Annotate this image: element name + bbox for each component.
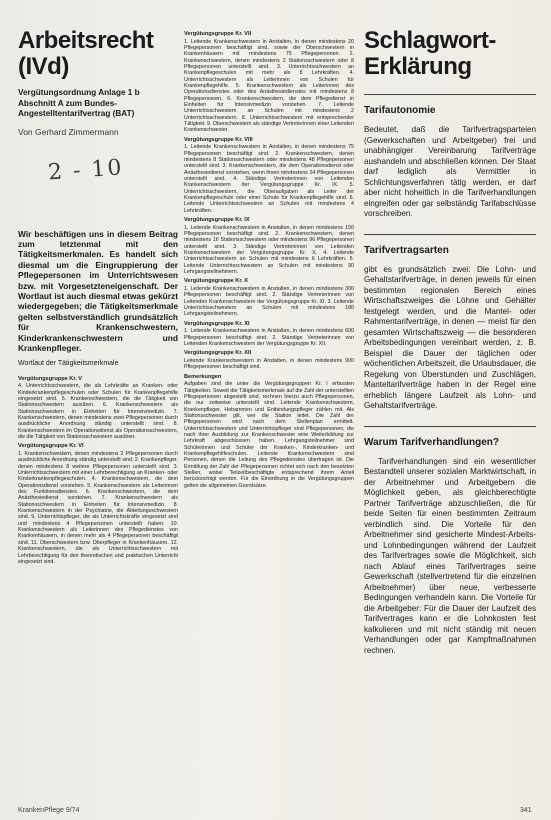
group-text: 1. Leitende Krankenschwestern in Anstalten, in denen mindestens 300 Pflegepersonen beschäftigt sind. 2. Ständige Vertreterinnen von Leitenden Krankenschwestern der Vergütungsgruppe Kr. XI. 3. Leitende Unterrichtsschwestern an Schulen mit mindestens 180 Lehrgangsteilnehmern. (184, 286, 354, 318)
middle-column (184, 28, 354, 491)
title-line-1: Arbeitsrecht (18, 28, 154, 54)
group-heading: Vergütungsgruppe Kr. V (18, 375, 83, 382)
heading-tarifvertragsarten: Tarifvertragsarten (364, 244, 449, 256)
heading-warum: Warum Tarifverhandlungen? (364, 436, 500, 448)
article-title (18, 28, 178, 80)
author-line: Von Gerhard Zimmermann (18, 126, 119, 137)
footer-journal: KrankenPflege 9/74 (18, 807, 80, 814)
group-text: 1. Leitende Krankenschwestern in Anstalten, in denen mindestens 150 Pflegepersonen beschäftigt sind. 2. Krankenschwestern, denen mindestens 16 Stationsschwestern oder mindestens 96 Pflegepersonen unterstellt sind. 3. Ständige Vertreterinnen von Leitenden Krankenschwestern der Vergütungsgruppe Kr. X. 4. Leitende Unterrichtsschwestern an Schulen mit mindestens 6 Lehrkräften. 5. Leitende Unterrichtsschwestern an Schulen mit mindestens 90 Lehrgangsteilnehmern. (184, 224, 354, 276)
glossary-title (364, 28, 536, 80)
article-subtitle: Vergütungsordnung Anlage 1 b Abschnitt A zum Bundes-Angestelltentarifvertrag (BAT) (18, 88, 140, 118)
handwritten-note: 2 - 10 (47, 154, 125, 186)
intro-paragraph: Wir beschäftigen uns in diesem Beitrag zum letztenmal mit den Tätigkeitsmerkmalen. Es handelt sich diesmal um die Eingruppierung der Pflegepersonen im Unterrichtswesen bzw. mit Vorgesetzteneigenschaft. Der Wortlaut ist auch diesmal etwas gekürzt wiedergegeben; die Tätigkeitsmerkmale gelten selbstverständlich grundsätzlich für Krankenschwestern, Kinderkrankenschwestern und Krankenpfleger. (18, 228, 178, 353)
group-heading: Vergütungsgruppe Kr. XI (184, 320, 250, 327)
group-text: 1. Krankenschwestern, denen mindestens 2 Pflegepersonen durch ausdrückliche Anordnung ständig unterstellt sind. 2. Krankenpfleger, denen mindestens 8 weitere Pflegepersonen unterstellt sind. 3. Unterrichtsschwestern mit einer Lehrberechtigung an Kranken- oder Kinderkrankenpflegeschulen. 4. Krankenschwestern, die dem Operationsdienst vorstehen. 5. Krankenschwestern als Leiterinnen des Funktionsdienstes. 6. Krankenschwestern, die dem Anästhesiedienst vorstehen. 7. Krankenschwestern als Stationsschwestern in Einheiten für Intensivmedizin. 8. Krankenschwestern in der Psychiatrie, die Abteilungsschwestern sind. 9. Unterrichtspfleger, die als Unterrichtskräfte eingesetzt sind und mindestens 4 Pflegepersonen unterstellt haben. 10. Krankenschwestern als Leiterinnen des Pflegedienstes von Krankenhäusern, in denen mehr als 4 Pflegepersonen beschäftigt sind. 11. Oberschwestern bzw. Oberpfleger in Krankenhäusern. 12. Krankenschwestern, die als Unterrichtsschwestern mit Lehrberechtigung für den theoretischen und praktischen Unterricht eingesetzt sind. (18, 451, 178, 565)
right-column (364, 28, 536, 656)
group-text: Aufgaben sind die unter die Vergütungsgruppen Kr. I erfassten Tätigkeiten. Soweit die Tätigkeitsmerkmale auf die Zahl der unterstellten Pflegepersonen abgestellt sind, rechnen hierzu auch Pflegepersonen, die nur zeitweise unterstellt sind. Leitende Krankenschwestern, Krankenpfleger, Hebammen und Entbindungspfleger zählen mit. Als Stationsschwester gilt, wer die Station leitet. Die Zahl der Pflegepersonen wird nach dem Stellenplan ermittelt. Unterrichtsschwestern und Unterrichtspfleger sind Pflegepersonen, die nach ihrer Ausbildung zur Krankenschwester eine Weiterbildung zur Lehrkraft abgeschlossen haben. Lehrgangsteilnehmer sind Schülerinnen und Schüler der Kranken-, Kinderkranken- und Krankenpflegehilfeschulen. Leitende Krankenschwestern sind Personen, denen die Leitung des Pflegedienstes übertragen ist. Die Ermittlung der Zahl der Pflegepersonen richtet sich nach den besetzten Stellen, wobei Teilzeitbeschäftigte entsprechend ihrem Anteil berücksichtigt werden. Für die Einordnung in die Vergütungsgruppen gelten die allgemeinen Grundsätze. (184, 381, 354, 489)
group-heading: Vergütungsgruppe Kr. X (184, 278, 249, 285)
paragraph-warum: Tarifverhandlungen sind ein wesentlicher Bestandteil unserer sozialen Marktwirtschaft, in der Arbeitnehmer und Arbeitgebern die Möglichkeit geben, als gleichberechtigte Partner Tarifverträge abzuschließen, die für beide Seiten für einen bestimmten Zeitraum verbindlich sind. Die Vorteile für den Arbeitnehmer sind gesicherte Mindest-Arbeits- und Lohnbedingungen während der Laufzeit des Tarifvertrages sowie die Möglichkeit, sich nach Ablauf eines Tarifvertrages seine Gewerkschaft (stellvertretend für die einzelnen Arbeitnehmer) über neue, verbesserte Bedingungen verhandeln kann. Die Vorteile für die Arbeitgeber: Für die Dauer der Laufzeit des Tarifvertrages kann er die Lohnkosten fest kalkulieren und mit nicht ständig mit neuen Verhandlungen oder gar Kampfmaßnahmen rechnen. (364, 456, 536, 655)
group-heading: Vergütungsgruppe Kr. IX (184, 217, 250, 224)
group-heading: Vergütungsgruppe Kr. VII (184, 31, 252, 37)
group-heading: Vergütungsgruppe Kr. VIII (184, 136, 253, 143)
page-number: 341 (520, 807, 532, 814)
group-heading: Vergütungsgruppe Kr. XII (184, 350, 252, 357)
glossary-title-line-2: Erklärung (364, 53, 472, 80)
group-text: Leitende Krankenschwestern in Anstalten, in denen mindestens 900 Pflegepersonen beschäftigt sind. (184, 358, 354, 371)
paragraph-tarifautonomie: Bedeutet, daß die Tarifvertragsparteien (Gewerkschaften und Arbeitgeber) frei und unabhängiger Vereinbarung Tarifverträge aushandeln und abschließen können. Der Staat darf lediglich als Vermittler in Schlichtungsverfahren tätig werden, er darf aber nicht hoheitlich in die Tarifverhandlungen eingreifen oder gar selbständig Tarifabschlüsse vorschreiben. (364, 125, 536, 218)
divider (364, 426, 536, 427)
middle-groups (184, 31, 354, 489)
divider (364, 234, 536, 235)
title-line-2: (IVd) (18, 53, 69, 80)
group-text: 1. Leitende Krankenschwestern in Anstalten, in denen mindestens 600 Pflegepersonen beschäftigt sind. 2. Ständige Vertreterinnen von Leitenden Krankenschwestern der Vergütungsgruppe Kr. XII. (184, 328, 354, 348)
group-heading: Bemerkungen (184, 373, 222, 380)
heading-tarifautonomie: Tarifautonomie (364, 105, 436, 116)
group-heading: Vergütungsgruppe Kr. VI (18, 443, 84, 450)
paragraph-tarifvertragsarten: gibt es grundsätzlich zwei: Die Lohn- und Gehaltstarifverträge, in denen jeweils für einen bestimmten regionalen Bereich eines Wirtschaftszweiges die Löhne und Gehälter festgelegt werden, und die Mantel- oder Rahmentarifverträge, in denen — meist für den gesamten Wirtschaftszweig — die besonderen Arbeitsbedingungen vereinbart werden, z. B. Beispiel die Dauer der täglichen oder wöchentlichen Arbeitszeit, die Urlaubsdauer, die Regelung von Überstunden und Zuschlägen, Manteltarifverträge haben in der Regel eine erheblich längere Laufzeit als Lohn- und Gehaltstarifverträge. (364, 264, 536, 410)
group-text: 1. Leitende Krankenschwestern in Anstalten, in denen mindestens 20 Pflegepersonen beschäftigt sind, sowie die Oberschwestern in Krankenhäusern mit mindestens 75 Pflegepersonen. 2. Krankenschwestern, denen mindestens 2 Stationsschwestern oder 8 Pflegepersonen unterstellt sind. 3. Unterrichtsschwestern an Krankenpflegeschulen mit mehr als 8 Lehrkräften. 4. Unterrichtsschwestern als Leiterinnen von Schulen für Krankenpflegehilfe. 5. Krankenschwestern als Leiterinnen des Operationsdienstes oder des Anästhesiedienstes mit mindestens 8 Pflegepersonen. 6. Krankenschwestern, die dem Pflegedienst in Einheiten für Intensivmedizin vorstehen. 7. Leitende Unterrichtsschwestern an Schulen mit mindestens 2 Unterrichtsschwestern. 8. Unterrichtsschwestern mit entsprechender Tätigkeit. 9. Oberschwestern als ständige Vertreterinnen einer Leitenden Krankenschwester. (184, 38, 354, 134)
left-column (18, 28, 178, 567)
divider (364, 94, 536, 95)
glossary-title-line-1: Schlagwort- (364, 28, 496, 54)
group-text: 4. Unterrichtsschwestern, die als Lehrkräfte an Kranken- oder Kinderkrankenpflegeschulen oder Schulen für Krankenpflegehilfe eingesetzt sind. 5. Krankenschwestern, die die Tätigkeit von Stationsschwestern ausüben. 6. Krankenschwestern als Stationsschwestern in Einheiten für Intensivmedizin. 7. Krankenschwestern, denen mindestens zwei Pflegepersonen durch ausdrückliche Anordnung ständig unterstellt sind. 8. Krankenschwestern im Operationsdienst als Operationsschwestern, die die Tätigkeit von Stationsschwestern ausüben. (18, 383, 178, 441)
left-groups (18, 376, 178, 565)
group-text: 1. Leitende Krankenschwestern in Anstalten, in denen mindestens 75 Pflegepersonen beschäftigt sind. 2. Krankenschwestern, denen mindestens 8 Stationsschwestern oder mindestens 48 Pflegepersonen unterstellt sind. 3. Krankenschwestern, die dem Operationsdienst oder Anästhesiedienst vorstehen, wenn ihnen mindestens 24 Pflegepersonen unterstellt sind. 4. Ständige Vertreterinnen von Leitenden Krankenschwestern der Vergütungsgruppe Kr. IX. 5. Unterrichtsschwestern, die Oberaufgaben als Leiter der Krankenpflegeschule oder einer Schule für Krankenpflegehilfe sind. 6. Leitende Unterrichtsschwestern an Schulen mit mindestens 4 Lehrkräften. (184, 144, 354, 214)
wortlaut-heading: Wortlaut der Tätigkeitsmerkmale (18, 360, 119, 368)
